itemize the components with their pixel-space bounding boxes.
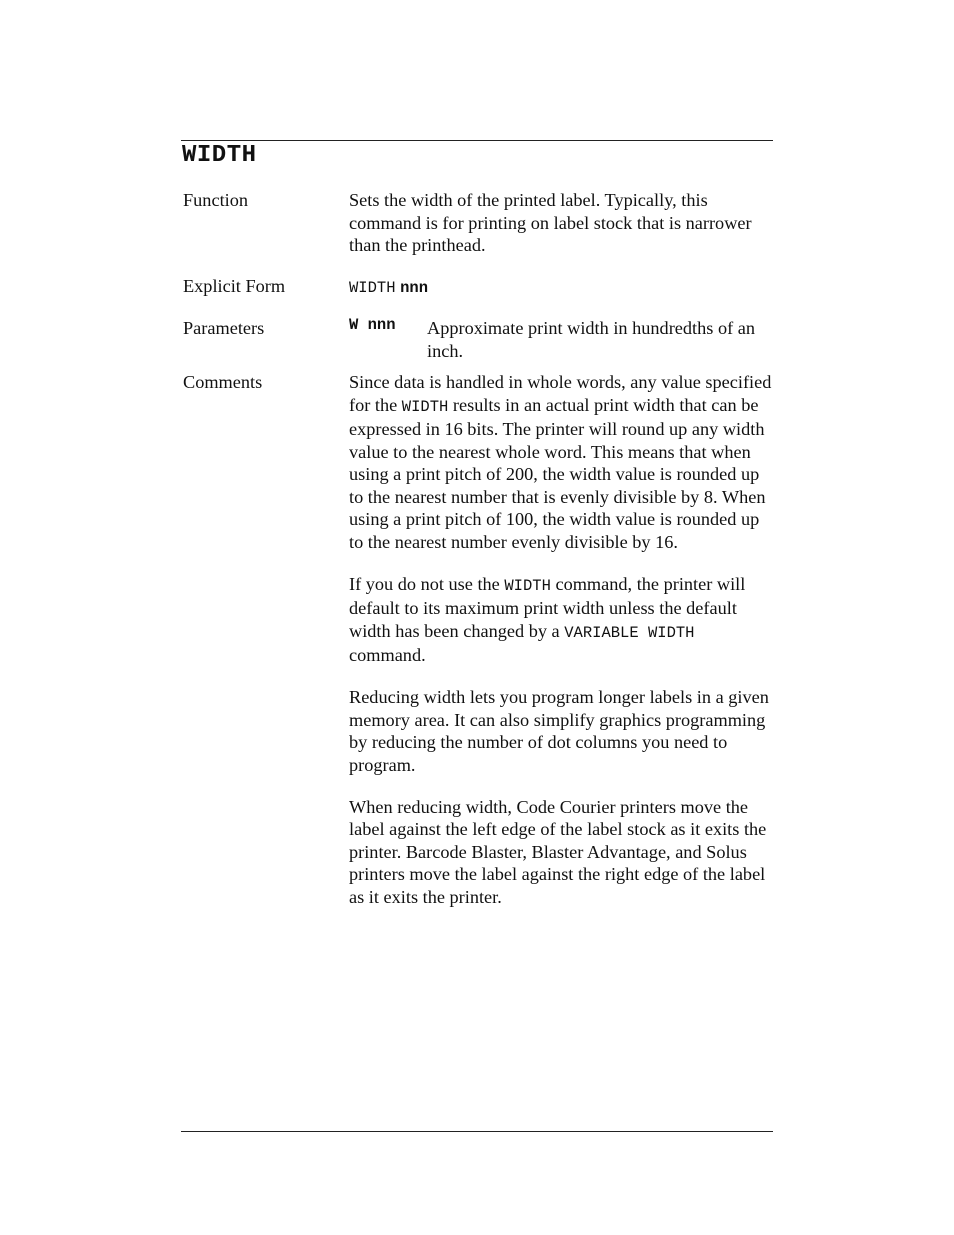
page-title: WIDTH	[182, 142, 257, 169]
comments-paragraph-2	[349, 573, 773, 667]
explicit-form-label: Explicit Form	[183, 276, 286, 296]
function-paragraph: Sets the width of the printed label. Typically, this command is for printing on label stock that is narrower than the printhead.	[349, 190, 752, 255]
function-text	[349, 189, 773, 276]
comments-paragraph-1	[349, 371, 773, 553]
comments-p2-text-a: If you do not use the	[349, 573, 505, 594]
comments-p2-code-2: VARIABLE WIDTH	[564, 623, 695, 642]
comments-p2-code-1: WIDTH	[504, 576, 551, 595]
function-label: Function	[183, 190, 249, 210]
explicit-form-command: WIDTH	[349, 279, 396, 297]
comments-p1-text-b: results in an actual print width that can be expressed in 16 bits. The printer will round up any width value to the nearest whole word. This means that when using a print pitch of 200, the width value is rounded up to the nearest number that is evenly divisible by 8. When using a print pitch of 100, the width value is rounded up to the nearest number evenly divisible by 16.	[349, 394, 766, 552]
explicit-form-syntax	[349, 275, 773, 300]
parameter-description: Approximate print width in hundredths of an inch.	[427, 318, 755, 361]
parameters-label: Parameters	[183, 318, 265, 338]
bottom-rule	[181, 1131, 773, 1132]
comments-body	[349, 371, 773, 928]
comments-p2-text-c: command.	[349, 645, 426, 665]
comments-p1-code: WIDTH	[401, 397, 449, 416]
comments-p2-text-b: command, the printer will default to its maximum print width unless the default width has been changed by a	[349, 573, 746, 641]
comments-paragraph-3: Reducing width lets you program longer labels in a given memory area. It can also simplify graphics programming by reducing the number of dot columns you need to program.	[349, 687, 769, 775]
comments-paragraph-4: When reducing width, Code Courier printers move the label against the left edge of the label stock as it exits the printer. Barcode Blaster, Blaster Advantage, and Solus printers move the label against the right edge of the label as it exits the printer.	[349, 796, 767, 907]
explicit-form-argument: nnn	[400, 279, 428, 297]
comments-label: Comments	[183, 372, 263, 392]
comments-p1-text-a: Since data is handled in whole words, any value specified for the	[349, 372, 772, 415]
parameter-name: W nnn	[349, 316, 396, 334]
top-rule	[181, 140, 773, 141]
